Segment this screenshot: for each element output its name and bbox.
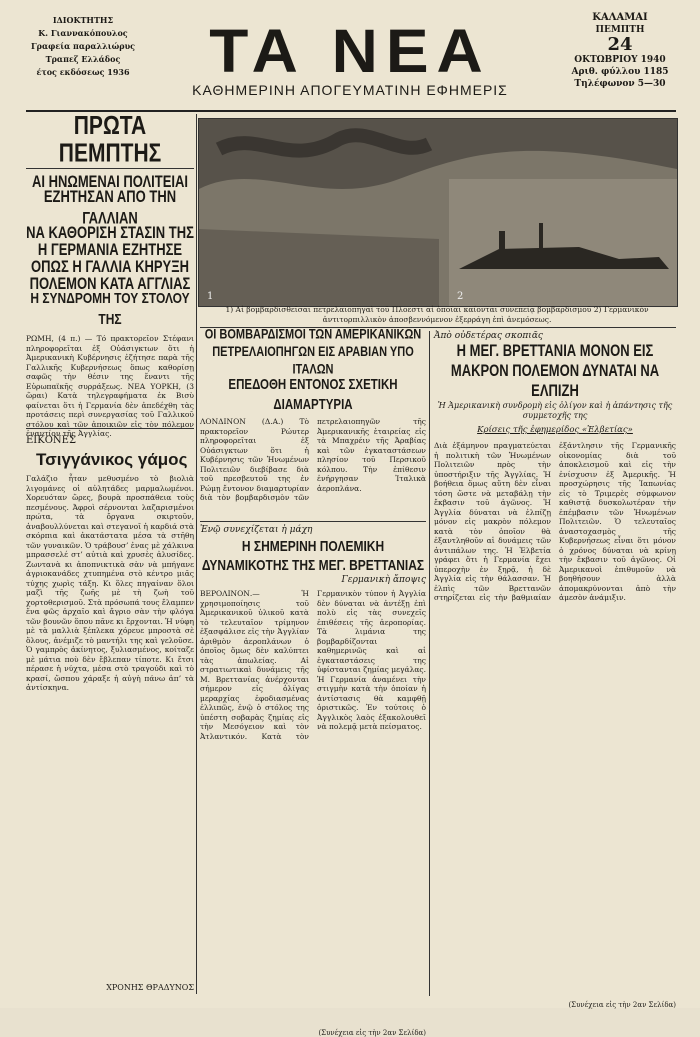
- city: ΚΑΛΑΜΑΙ: [592, 12, 648, 23]
- war-photo: [198, 118, 678, 307]
- headline-line: ΟΠΩΣ Η ΓΑΛΛΙΑ ΚΗΡΥΞΗ: [31, 257, 189, 276]
- svg-text:1: 1: [207, 291, 214, 302]
- right-kicker: Ἀπὸ οὐδετέρας σκοπιᾶς: [434, 331, 543, 341]
- issue-number: Αριθ. φύλλου 1185: [571, 67, 669, 77]
- owner-name: Κ. Γιαννακόπουλος: [38, 28, 128, 38]
- right-headline: Η ΜΕΓ. ΒΡΕΤΤΑΝΙΑ ΜΟΝΟΝ ΕΙΣ ΜΑΚΡΟΝ ΠΟΛΕΜΟΝ ΔΥΝΑΤΑΙ ΝΑ ΕΛΠΙΖΗ: [450, 341, 660, 400]
- headline-line: ΠΟΛΕΜΟΝ ΚΑΤΑ ΑΓΓΛΙΑΣ: [29, 274, 191, 293]
- column-rule: [196, 114, 197, 994]
- left-column: [26, 111, 194, 992]
- phone: Τηλέφωνον 5—30: [574, 79, 666, 89]
- right-column: [434, 331, 676, 1009]
- headline-line: Η ΓΕΡΜΑΝΙΑ ΕΖΗΤΗΣΕ: [37, 240, 183, 259]
- photo-caption: 1) Αἱ βομβαρδισθεῖσαι πετρελαιοπηγαὶ τοῦ Πλοεστι αἱ ὁποῖαι καίονται συνεπείᾳ βομβαρδισμοῦ 2) Γερμανικὸν ἀντιτορπιλλικὸν ἀποσβεννόμενον ἐξερράγη ἐπὶ ἀνεμόσεως.: [225, 305, 649, 324]
- newspaper-subtitle: ΚΑΘΗΜΕΡΙΝΗ ΑΠΟΓΕΥΜΑΤΙΝΗ ΕΦΗΜΕΡΙΣ: [192, 82, 508, 98]
- source-label: Γερμανικὴ ἄποψις: [341, 575, 426, 585]
- center-column: [200, 327, 426, 1037]
- owner-label: ΙΔΙΟΚΤΗΤΗΣ: [52, 15, 114, 25]
- center-headline-1: ΟΙ ΒΟΜΒΑΡΔΙΣΜΟΙ ΤΩΝ ΑΜΕΡΙΚΑΝΙΚΩΝ ΠΕΤΡΕΛΑΙΟΠΗΓΩΝ ΕΙΣ ΑΡΑΒΙΑΝ ΥΠΟ ΙΤΑΛΩΝ: [204, 327, 422, 377]
- publisher-info: [28, 14, 138, 79]
- day: 24: [607, 34, 633, 55]
- section-label: ΕΙΚΟΝΕΣ: [26, 435, 77, 446]
- month-year: ΟΚΤΩΒΡΙΟΥ 1940: [574, 55, 666, 65]
- left-headlines: [26, 173, 194, 326]
- weekday: ΠΕΜΠΤΗ: [595, 25, 645, 35]
- newspaper-title: ΤΑ ΝΕΑ: [209, 16, 491, 86]
- center-body-2: ΒΕΡΟΛΙΝΟΝ.— Ἡ χρησιμοποίησις τοῦ Ἀμερικανικοῦ ὑλικοῦ κατὰ τὸ τελευταῖον τρίμηνον ἐξασφάλισε εἰς τὴν Ἀγγλίαν ἀριθμὸν ἀεροπλάνων ὁ ὁποῖος ὅμως δὲν καλύπτει τὰς ἀπωλείας. Αἱ στρατιωτικαὶ δυνάμεις τῆς Μ. Βρεττανίας ἀνέρχονται σήμερον εἰς ὀλίγας μεραρχίας ἐφοδιασμένας ἐλλιπῶς, ἐνῷ ὁ στόλος της ὑπέστη σοβαρὰς ζημίας εἰς τὴν Μεσόγειον καὶ τὸν Ἀτλαντικόν. Κατὰ τὸν Γερμανικὸν τύπον ἡ Ἀγγλία δὲν δύναται νὰ ἀντέξῃ ἐπὶ πολὺ εἰς τὰς συνεχεῖς ἐπιθέσεις τῆς ἀεροπορίας. Τὰ λιμάνια της βομβαρδίζονται καθημερινῶς καὶ αἱ ἐγκαταστάσεις της ὑφίστανται ζημίας μεγάλας. Ἡ Γερμανία ἀναμένει τὴν στιγμὴν κατὰ τὴν ὁποίαν ἡ ἀντίστασις θὰ καμφθῇ ὁριστικῶς. Ἐν τούτοις ὁ Ἀγγλικὸς λαὸς ἐξακολουθεῖ νὰ πολεμᾷ μετὰ πείσματος.: [200, 589, 426, 741]
- right-body: Διὰ ἑξάμηνον πραγματεύεται ἡ πολιτικὴ τῶν Ἡνωμένων Πολιτειῶν πρὸς τὴν ὑποστήριξιν τῆς Ἀγγλίας. Ἡ βοήθεια ὅμως αὕτη δὲν εἶναι τόση ὥστε νὰ μεταβάλῃ τὴν ἔκβασιν τοῦ ἀγῶνος. Ἡ Ἀγγλία δύναται νὰ ἐλπίζῃ μόνον εἰς μακρὸν πόλεμον κατὰ τὸν ὁποῖον θὰ ἐξαντληθοῦν αἱ δυνάμεις τῶν ἀντιπάλων της. Ἡ Ἑλβετία γράφει ὅτι ἡ Γερμανία ἔχει ὑπεροχὴν ἐν ξηρᾷ, ἡ δὲ Ἀγγλία εἰς τὴν θάλασσαν. Ἡ ἐλπὶς τῶν Βρεττανῶν στηρίζεται εἰς τὴν βαθμιαίαν ἐξάντλησιν τῆς Γερμανικῆς οἰκονομίας διὰ τοῦ ἀποκλεισμοῦ καὶ εἰς τὴν ἐνίσχυσιν ἐξ Ἀμερικῆς. Ἡ προσχώρησις τῆς Ἰαπωνίας εἰς τὸ Τριμερὲς σύμφωνον καθιστᾷ δυσκολωτέραν τὴν ἐπέμβασιν τῶν Ἡνωμένων Πολιτειῶν. Ὁ τελευταῖος ἀναστοχασμὸς τῆς Κυβερνήσεως εἶναι ὅτι μόνον ὁ χρόνος δύναται νὰ κρίνῃ τὴν ἔκβασιν τοῦ ἀγῶνος. Οἱ Ἀμερικανοὶ ἐπιθυμοῦν νὰ βοηθήσουν ἀλλὰ ἀπομακρύνονται ἀπὸ τὴν ἀμεσὸν ἀνάμιξιν.: [434, 441, 676, 602]
- column-rule: [429, 331, 430, 996]
- kicker-headline: ΠΡΩΤΑ ΠΕΜΠΤΗΣ: [58, 111, 162, 168]
- center-headline-2: ΕΠΕΔΟΘΗ ΕΝΤΟΝΟΣ ΣΧΕΤΙΚΗ ΔΙΑΜΑΡΤΥΡΙΑ: [228, 377, 398, 413]
- headline-line: Η ΣΥΝΔΡΟΜΗ ΤΟΥ ΣΤΟΛΟΥ ΤΗΣ: [30, 289, 190, 328]
- issue-info: [560, 12, 680, 90]
- continued-label: Ἐνῷ συνεχίζεται ἡ μάχη: [200, 525, 313, 535]
- headline-line: ΕΖΗΤΗΣΑΝ ΑΠΟ ΤΗΝ ΓΑΛΛΙΑΝ: [43, 187, 177, 227]
- divider: [200, 521, 426, 522]
- story-body: Γαλάζιο ἦταν μεθυσμένο τὸ βιολιὰ λιγομάνες οἱ αὐλητάδες μαρμαλωμένοι. Χορευόταν ὥρες, βουρὰ προσπάθεια τοὺς πεσμένους. Ἀφροὶ σέρνονται λαζαρισμένοι πρώτα, τὰ ὄργανα σκιρτοῦν, ἀναβουλλύνεται καὶ στεγανοῖ ἡ καρδιά στὰ σκόρπια καὶ ἀκατάστατα μέσα τὰ στῆθη τῶν γυναικῶν. Ὁ τράβουσ’ ἐνας μὲ χάλκινα μπρασσελέ στ’ αὐτιὰ καὶ χρυσὲς ἀλυσίδες. Ζωντανὰ κι ἀποπνικτικὰ σὰν νὰ μπήγανε ἀγριοκανάδες χτυπημένα στὸ κέντρο μιᾶς τύχης χωρὶς τάξη. Κι ὅλες πηγαίναν ὅλοι μαζὶ τῆς ζωῆς μὲ τὴ ζωὴ τοῦ χορτοθερισμοῦ. Στὰ πρόσωπά τους ἔλαμπεν ἕνα φῶς ἀρχαῖο καὶ ἄγριο σὰν τὴν φλόγα τῶν βουνῶν ὅπου πᾶνε κι ἔρχονται. Ἡ νύφη μὲ τὰ μαλλιὰ ξέπλεκα χόρευε μπροστὰ σὲ ὅλους, ἀνέμιζε τὸ μαντήλι της καὶ γελοῦσε. Ὁ γαμπρὸς ἀκίνητος, ξυλιασμένος, κοίταζε μὲ μάτια ποὺ δὲν ἔβλεπαν τίποτε. Κι ἔτσι πέρασε ἡ νύχτα, μέσα στὸ τραγούδι καὶ τὸ κρασί, ὥσπου χάραξε ἡ αὐγὴ πάνω ἀπ’ τὰ ἀντίσκηνα.: [26, 474, 194, 692]
- center-body: ΛΟΝΔΙΝΟΝ (Δ.Α.) Τὸ πρακτορεῖον Ρώυτερ πληροφορεῖται ἐξ Οὐάσιγκτων ὅτι ἡ Κυβέρνησις τῶν Ἡνωμένων Πολιτειῶν διεβίβασε διὰ τοῦ πρεσβευτοῦ της ἐν Ρώμῃ ἔντονον διαμαρτυρίαν διὰ τὸν βομβαρδισμὸν τῶν πετρελαιοπηγῶν τῆς Ἀμερικανικῆς ἑταιρείας εἰς τὰ Μπαχρέιν τῆς Ἀραβίας καὶ τῶν ἐγκαταστάσεων πλησίον τοῦ Περσικοῦ κόλπου. Τὴν ἐπίθεσιν ἐνήργησαν Ἰταλικὰ ἀεροπλάνα.: [200, 417, 426, 502]
- headline-line: ΝΑ ΚΑΘΟΡΙΣΗ ΣΤΑΣΙΝ ΤΗΣ: [26, 223, 194, 242]
- center-headline-3: Η ΣΗΜΕΡΙΝΗ ΠΟΛΕΜΙΚΗ ΔΥΝΑΜΙΚΟΤΗΣ ΤΗΣ ΜΕΓ. ΒΡΕΤΤΑΝΙΑΣ: [201, 537, 425, 574]
- right-source: Κρίσεις τῆς ἐφημερίδος «Ἑλβετίας»: [477, 425, 633, 435]
- svg-text:2: 2: [457, 291, 464, 302]
- divider: [26, 168, 194, 169]
- byline: ΧΡΟΝΗΣ ΘΡΑΔΥΝΟΣ: [106, 983, 194, 992]
- continued-footer: (Συνέχεια εἰς τὴν 2αν Σελίδα): [568, 1001, 676, 1009]
- continued-footer: (Συνέχεια εἰς τὴν 2αν Σελίδα): [318, 1029, 426, 1037]
- masthead: [150, 16, 550, 98]
- offices: Γραφεία παραλλιώρυς: [30, 41, 135, 51]
- story-title: Τσιγγάνικος γάμος: [36, 450, 188, 469]
- office-place: Τραπεζ Ελλάδος: [45, 54, 121, 64]
- founded: έτος εκδόσεως 1936: [36, 67, 130, 77]
- left-lead-body: ΡΩΜΗ, (4 π.) — Τό πρακτορεῖον Στέφανι πληροφορεῖται ἐξ Οὐάσιγκτων ὅτι ἡ Ἀμερικανικὴ Κυβέρνησις ἐζήτησε παρὰ τῆς Γαλλικῆς Κυβερνήσεως ὅπως καθορίσῃ σαφῶς τὴν θέσιν της ἔναντι τῆς Εὐρωπαϊκῆς συρράξεως. ΝΕΑ ΥΟΡΚΗ, (3 ὥραι) Κατὰ τηλεγραφήματα ἐκ Βισὺ φαίνεται ὅτι ἡ Γερμανία δὲν ἀπεδέχθη τὰς προτάσεις περὶ συνεργασίας τοῦ Γαλλικοῦ στόλου καὶ τῶν ἀποικιῶν εἰς τὸν πόλεμον ἐναντίον τῆς Ἀγγλίας.: [26, 334, 194, 438]
- right-deck: Ἡ Ἀμερικανικὴ συνδρομὴ εἰς ὀλίγον καὶ ἡ ἀπάντησις τῆς συμμετοχῆς της: [437, 401, 673, 420]
- headline-line: ΑΙ ΗΝΩΜΕΝΑΙ ΠΟΛΙΤΕΙΑΙ: [32, 172, 188, 191]
- photo-illustration: [199, 119, 677, 306]
